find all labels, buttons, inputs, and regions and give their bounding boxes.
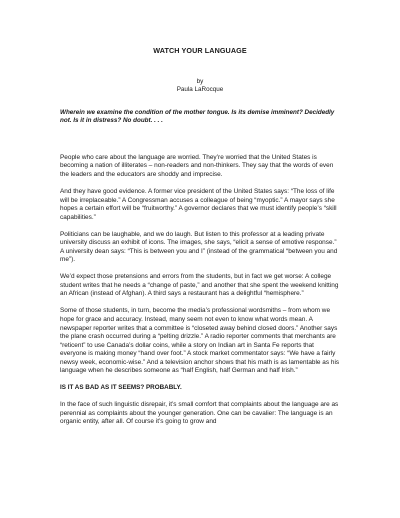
body-paragraph: We’d expect those pretensions and errors from the students, but in fact we get worse: A college student writes that he needs a “change of paste,” and another that she spent the weekend knitting an African (instead of Afghan). A third says a restaurant has a delightful “hemisphere.” (60, 273, 339, 298)
body-paragraph: Politicians can be laughable, and we do laugh. But listen to this professor at a leading private university discuss an exhibit of icons. The images, she says, “elicit a sense of emotive response.” A university dean says: “This is between you and I” (instead of the grammatical “between you and me”). (60, 230, 338, 264)
byline-by: by (196, 78, 204, 85)
body-paragraph: Some of those students, in turn, become the media’s professional wordsmiths – from whom we hope for grace and accuracy. Instead, many seem not even to know what words mean. A newspaper reporter writes that a committee is “closeted away behind closed doors.” Another says the plane crash occurred during a “pelting drizzle.” A radio reporter comments that merchants are “reticent” to use Canada’s dollar coins, while a story on Indian art in Santa Fe reports that everyone is making money “hand over foot.” A stock market commentator says: “We have a fairly newsy week, economic-wise.” And a television anchor shows that his math is as lamentable as his language when he describes someone as “half English, half German and half Irish.” (60, 307, 340, 375)
byline (60, 78, 340, 95)
section-heading: IS IT AS BAD AS IT SEEMS? PROBABLY. (60, 384, 182, 392)
body-paragraph: In the face of such linguistic disrepair, it’s small comfort that complaints about the language are as perennial as complaints about the younger generation. One can be cavalier: The language is an organic entity, after all. Of course it’s going to grow and (60, 401, 339, 426)
body-paragraph: People who care about the language are worried. They’re worried that the United States is becoming a nation of illiterates – non-readers and non-thinkers. They say that the words of even the leaders and the educators are shoddy and imprecise. (60, 153, 334, 178)
byline-author: Paula LaRocque (176, 86, 224, 94)
document-title: WATCH YOUR LANGUAGE (153, 46, 247, 55)
lede-paragraph: Wherein we examine the condition of the mother tongue. Is its demise imminent? Decidedly not. Is it in distress? No doubt. . . . (60, 108, 335, 125)
body-paragraph: And they have good evidence. A former vice president of the United States says: “The loss of life will be irreplaceable.” A Congressman accuses a colleague of being “myoptic.” A mayor says she hopes a certain effort will be “fruitworthy.” A governor declares that we must identify people’s “skill capabilities.” (60, 187, 337, 221)
